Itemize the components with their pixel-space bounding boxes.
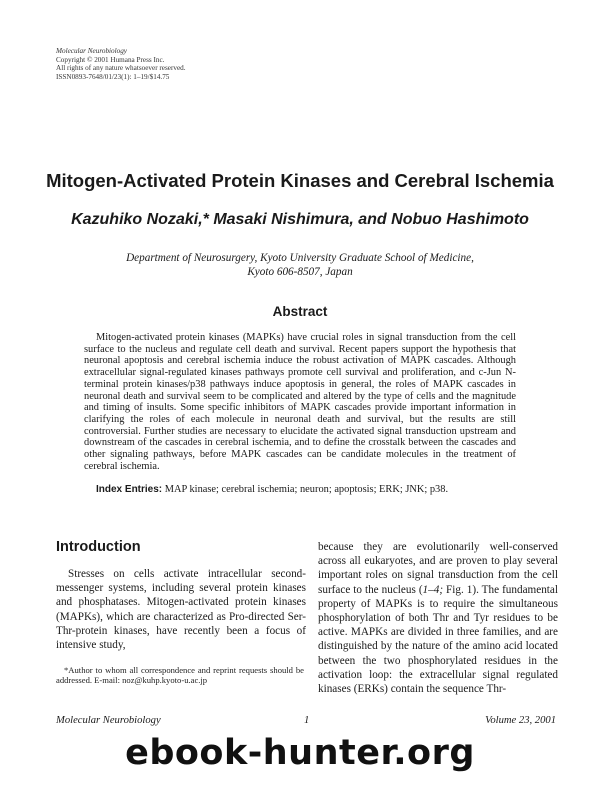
footer-page-number: 1 xyxy=(304,715,310,726)
paper-title: Mitogen-Activated Protein Kinases and Cerebral Ischemia xyxy=(46,170,554,191)
header-issn: ISSN0893-7648/01/23(1): 1–19/$14.75 xyxy=(56,72,170,81)
journal-header xyxy=(56,47,186,81)
affiliation xyxy=(110,251,490,279)
column-2-text-a: because they are evolutionarily well-conserved across all eukaryotes, and are proven to play several important roles on signal transduction from the cell surface to the nucleus ( xyxy=(318,541,558,596)
index-entries-text: MAP kinase; cerebral ischemia; neuron; apoptosis; ERK; JNK; p38. xyxy=(164,484,449,495)
footnote: *Author to whom all correspondence and reprint requests should be addressed. E-mail: noz@kuhp.kyoto-u.ac.jp xyxy=(56,665,304,686)
footer-volume: Volume 23, 2001 xyxy=(485,715,556,726)
header-copyright: Copyright © 2001 Humana Press Inc. xyxy=(56,55,165,64)
affiliation-line-1: Department of Neurosurgery, Kyoto University Graduate School of Medicine, xyxy=(126,252,474,264)
watermark: ebook-hunter.org xyxy=(125,733,475,773)
footer-journal: Molecular Neurobiology xyxy=(56,715,161,726)
column-2-text-b: Fig. 1). The fundamental property of MAPKs is to require the simultaneous phosphorylation of both Thr and Tyr residues to be active. MAPKs are divided in three families, and are distinguished by the nature of the amino acid located between the two phosphorylated residues in the activation loop: the extracellular signal regulated kinases (ERKs) contain the sequence Thr- xyxy=(318,583,558,696)
header-journal: Molecular Neurobiology xyxy=(56,47,127,55)
introduction-heading: Introduction xyxy=(56,539,141,555)
reference-citation: 1–4; xyxy=(422,583,444,596)
introduction-column-2 xyxy=(318,540,558,696)
index-entries-label: Index Entries: xyxy=(96,484,163,495)
abstract-text: Mitogen-activated protein kinases (MAPKs) have crucial roles in signal transduction from the cell surface to the nucleus and regulate cell death and survival. Recent papers support the hypothesis that neuronal apoptosis and cerebral ischemia induce the robust activation of MAPK cascades. Although extracellular signal-regulated kinases pathways promote cell survival and proliferation, and c-Jun N-terminal protein kinases/p38 pathways induce apoptosis in general, the roles of MAPK cascades in neuronal death and survival seem to be complicated and altered by the type of cells and the magnitude and timing of insults. Some specific inhibitors of MAPK cascades provide important information in clarifying the roles of each molecule in neuronal death and survival, but the results are still controversial. Further studies are necessary to elucidate the activated signal transduction upstream and downstream of the cascades in cerebral ischemia, and to define the crosstalk between the cascades and other signaling pathways, before MAPK cascades can be candidate molecules in the treatment of cerebral ischemia. xyxy=(84,332,516,472)
abstract-heading: Abstract xyxy=(272,304,328,319)
index-entries xyxy=(96,484,448,495)
introduction-column-1: Stresses on cells activate intracellular second-messenger systems, including several protein kinases and phosphatases. Mitogen-activated protein kinases (MAPKs), which are characterized as Pro-directed Ser-Thr-protein kinases, have recently been a focus of intensive study, xyxy=(56,568,306,652)
paper-authors: Kazuhiko Nozaki,* Masaki Nishimura, and Nobuo Hashimoto xyxy=(71,211,529,228)
affiliation-line-2: Kyoto 606-8507, Japan xyxy=(247,266,353,278)
header-rights: All rights of any nature whatsoever reserved. xyxy=(56,64,186,73)
